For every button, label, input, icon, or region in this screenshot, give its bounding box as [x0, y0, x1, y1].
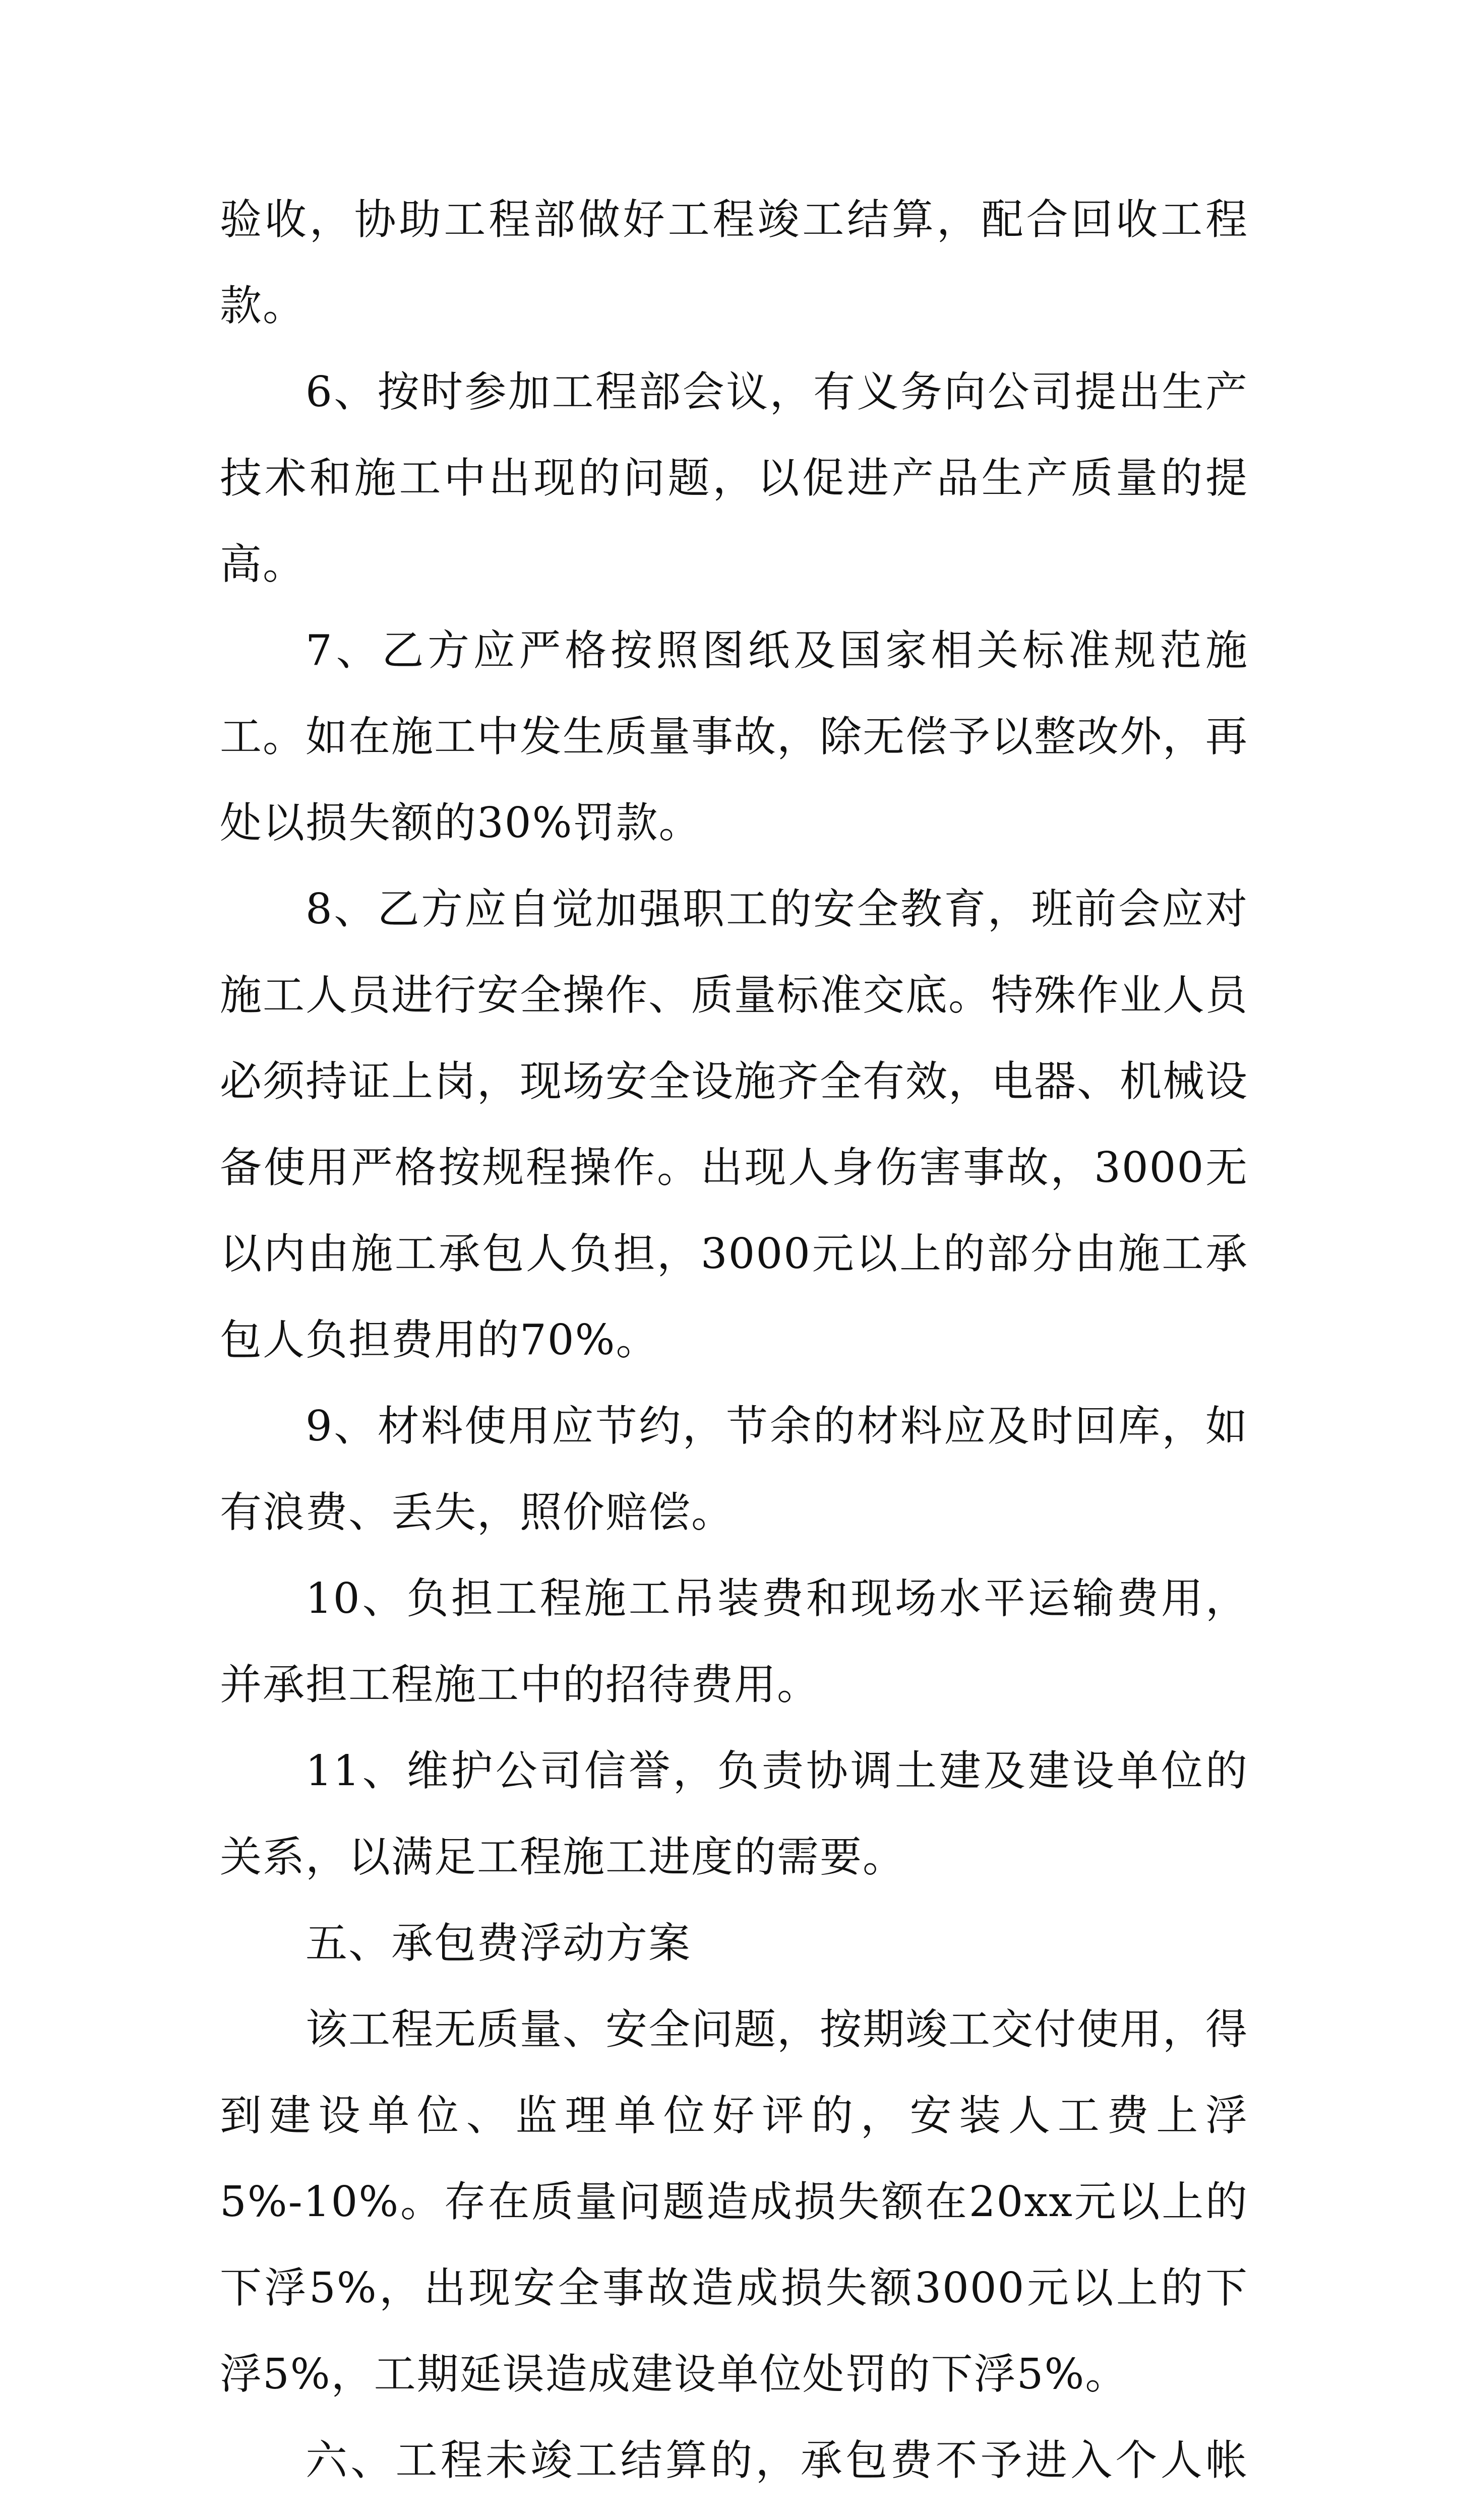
paragraph-item-7: 7、乙方应严格按照图纸及国家相关标准规范施工。如在施工中发生质量事故，除无偿予以整改外，再处以损失额的30%罚款。 [220, 626, 1248, 847]
section-heading-6: 六、工程未竣工结算的，承包费不予进入个人帐 [306, 2436, 1248, 2485]
paragraph-item-11: 11、维护公司信誉，负责协调土建及建设单位的关系，以满足工程施工进度的需要。 [220, 1746, 1248, 1881]
paragraph-fee-adjustment: 该工程无质量、安全问题，按期竣工交付使用，得到建设单位、监理单位好评的，安装人工费上浮5%-10%。存在质量问题造成损失额在20xx元以上的下浮5%，出现安全事故造成损失额3000元以上的下浮5%，工期延误造成建设单位处罚的下浮5%。 [220, 2005, 1248, 2399]
paragraph-item-10: 10、负担工程施工吊装费和现场水平运输费用，并承担工程施工中的招待费用。 [220, 1574, 1248, 1709]
paragraph-acceptance-continued: 验收，协助工程部做好工程竣工结算，配合回收工程款。 [220, 195, 1248, 330]
document-body [220, 176, 1248, 2520]
paragraph-item-9: 9、材料使用应节约，节余的材料应及时回库，如有浪费、丢失，照价赔偿。 [220, 1402, 1248, 1537]
section-heading-5: 五、承包费浮动方案 [306, 1919, 691, 1968]
paragraph-item-6: 6、按时参加工程部会议，有义务向公司提出生产技术和施工中出现的问题，以促进产品生产质量的提高。 [220, 367, 1248, 589]
paragraph-item-8: 8、乙方应自觉加强职工的安全教育，班前会应对施工人员进行安全操作、质量标准交底。特殊作业人员必须持证上岗，现场安全设施齐全有效，电器、机械设备使用严格按规程操作。出现人身伤害事故，3000无以内由施工承包人负担，3000元以上的部分由施工承包人负担费用的70%。 [220, 885, 1248, 1364]
